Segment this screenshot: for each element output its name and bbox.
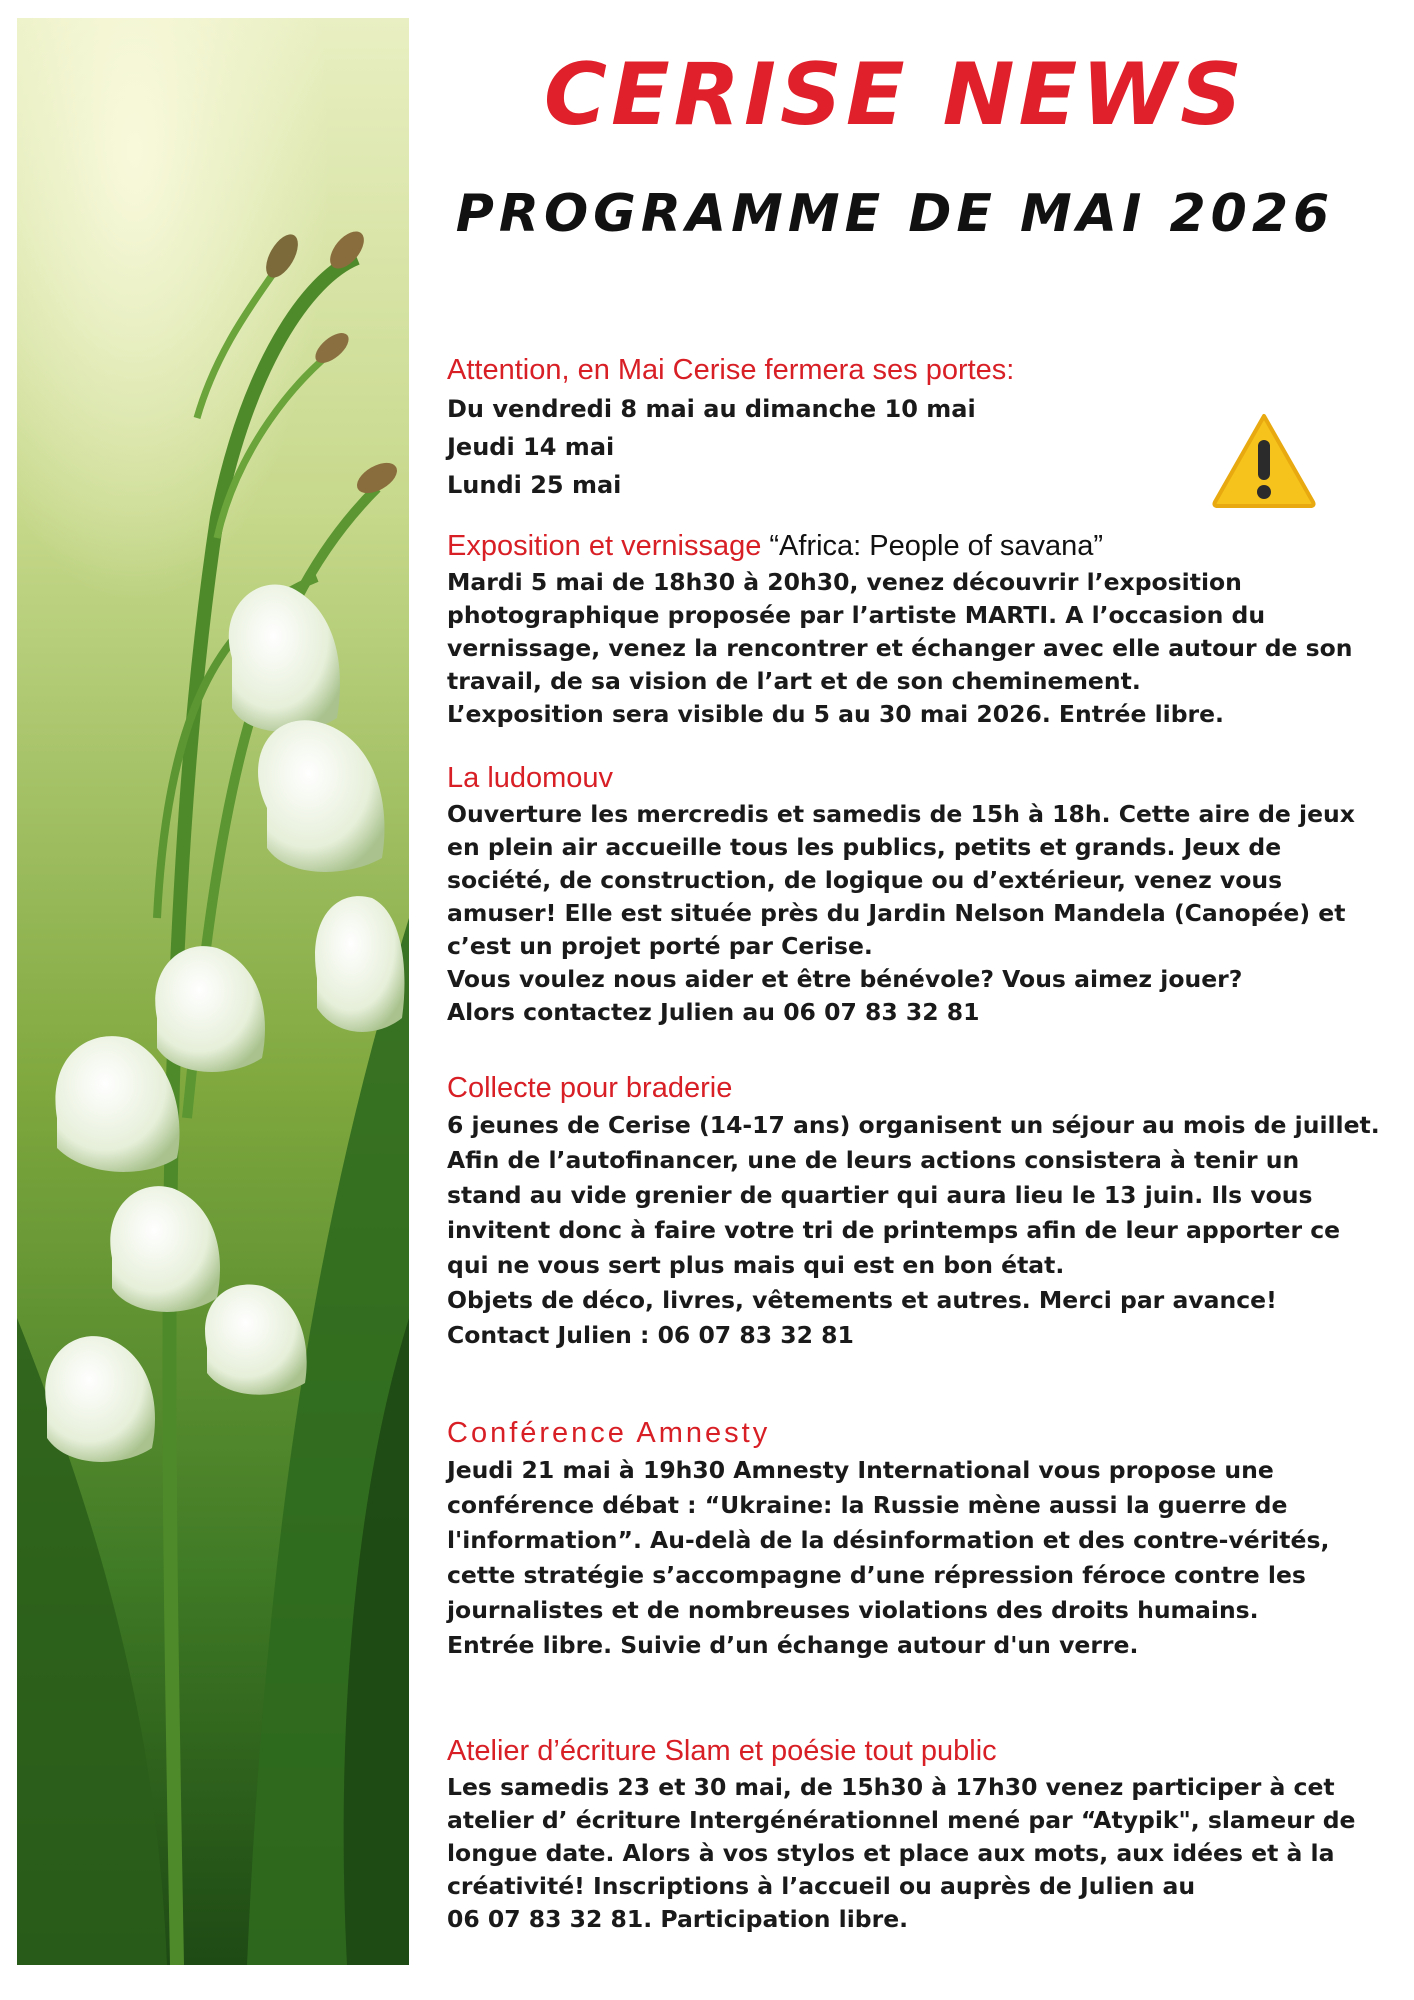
text-line: société, de construction, de logique ou d’extérieur, venez vous [447,866,1283,894]
closure-date: Lundi 25 mai [447,471,622,499]
text-line: Entrée libre. Suivie d’un échange autour d'un verre. [447,1631,1139,1659]
closure-date: Du vendredi 8 mai au dimanche 10 mai [447,395,976,423]
text-line: vernissage, venez la rencontrer et échanger avec elle autour de son [447,634,1353,662]
text-line: Les samedis 23 et 30 mai, de 15h30 à 17h30 venez participer à cet [447,1773,1335,1801]
text-line: c’est un projet porté par Cerise. [447,932,873,960]
text-line: travail, de sa vision de l’art et de son cheminement. [447,667,1141,695]
text-line: qui ne vous sert plus mais qui est en bon état. [447,1251,1065,1279]
text-line: cette stratégie s’accompagne d’une répression féroce contre les [447,1561,1306,1589]
text-line: Objets de déco, livres, vêtements et autres. Merci par avance! [447,1286,1277,1314]
text-line: journalistes et de nombreuses violations des droits humains. [447,1596,1259,1624]
ludomouv-contact: Alors contactez Julien au 06 07 83 32 81 [447,998,980,1026]
text-line: Afin de l’autofinancer, une de leurs actions consistera à tenir un [447,1146,1300,1174]
exhibition-name: “Africa: People of savana” [761,530,1104,562]
text-line: Mardi 5 mai de 18h30 à 20h30, venez découvrir l’exposition [447,568,1242,596]
collecte-title: Collecte pour braderie [447,1072,733,1104]
ludomouv-title: La ludomouv [447,762,614,794]
closure-dates [447,390,1147,504]
closure-title: Attention, en Mai Cerise fermera ses portes: [447,354,1015,386]
text-line: conférence débat : “Ukraine: la Russie mène aussi la guerre de [447,1491,1288,1519]
exhibition-title-label: Exposition et vernissage [447,530,762,562]
ludomouv-section [447,758,1387,1068]
amnesty-text [447,1453,1387,1663]
warning-icon [1209,410,1319,510]
text-line: amuser! Elle est située près du Jardin Nelson Mandela (Canopée) et [447,899,1346,927]
text-line: Ouverture les mercredis et samedis de 15h à 18h. Cette aire de jeux [447,800,1355,828]
atelier-contact: 06 07 83 32 81. Participation libre. [447,1905,909,1933]
closure-date: Jeudi 14 mai [447,433,615,461]
text-line: 6 jeunes de Cerise (14-17 ans) organisent un séjour au mois de juillet. [447,1111,1380,1139]
atelier-title: Atelier d’écriture Slam et poésie tout public [447,1735,997,1767]
collecte-text [447,1108,1387,1353]
text-line: Vous voulez nous aider et être bénévole? Vous aimez jouer? [447,965,1243,993]
closure-section [447,350,1387,526]
collecte-contact: Contact Julien : 06 07 83 32 81 [447,1321,854,1349]
atelier-text [447,1771,1387,1936]
amnesty-title: Conférence Amnesty [447,1417,771,1449]
text-line: longue date. Alors à vos stylos et place aux mots, aux idées et à la [447,1839,1335,1867]
text-line: stand au vide grenier de quartier qui aura lieu le 13 juin. Ils vous [447,1181,1313,1209]
exhibition-section [447,526,1387,758]
lily-of-the-valley-photo [17,18,409,1965]
programme-title: PROGRAMME DE MAI 2026 [455,184,1335,244]
atelier-section [447,1731,1387,1971]
text-line: en plein air accueille tous les publics, petits et grands. Jeux de [447,833,1282,861]
newsletter-title: CERISE NEWS [543,45,1247,145]
exhibition-text [447,566,1387,731]
text-line: photographique proposée par l’artiste MARTI. A l’occasion du [447,601,1266,629]
text-line: Jeudi 21 mai à 19h30 Amnesty International vous propose une [447,1456,1274,1484]
programme-content [447,350,1387,1971]
amnesty-section [447,1413,1387,1731]
collecte-section [447,1068,1387,1413]
exhibition-title [447,526,1387,566]
text-line: invitent donc à faire votre tri de printemps afin de leur apporter ce [447,1216,1341,1244]
ludomouv-text [447,798,1387,1029]
text-line: atelier d’ écriture Intergénérationnel mené par “Atypik", slameur de [447,1806,1356,1834]
text-line: L’exposition sera visible du 5 au 30 mai 2026. Entrée libre. [447,700,1224,728]
text-line: l'information”. Au-delà de la désinformation et des contre-vérités, [447,1526,1330,1554]
text-line: créativité! Inscriptions à l’accueil ou auprès de Julien au [447,1872,1196,1900]
flower-illustration [17,18,409,1965]
